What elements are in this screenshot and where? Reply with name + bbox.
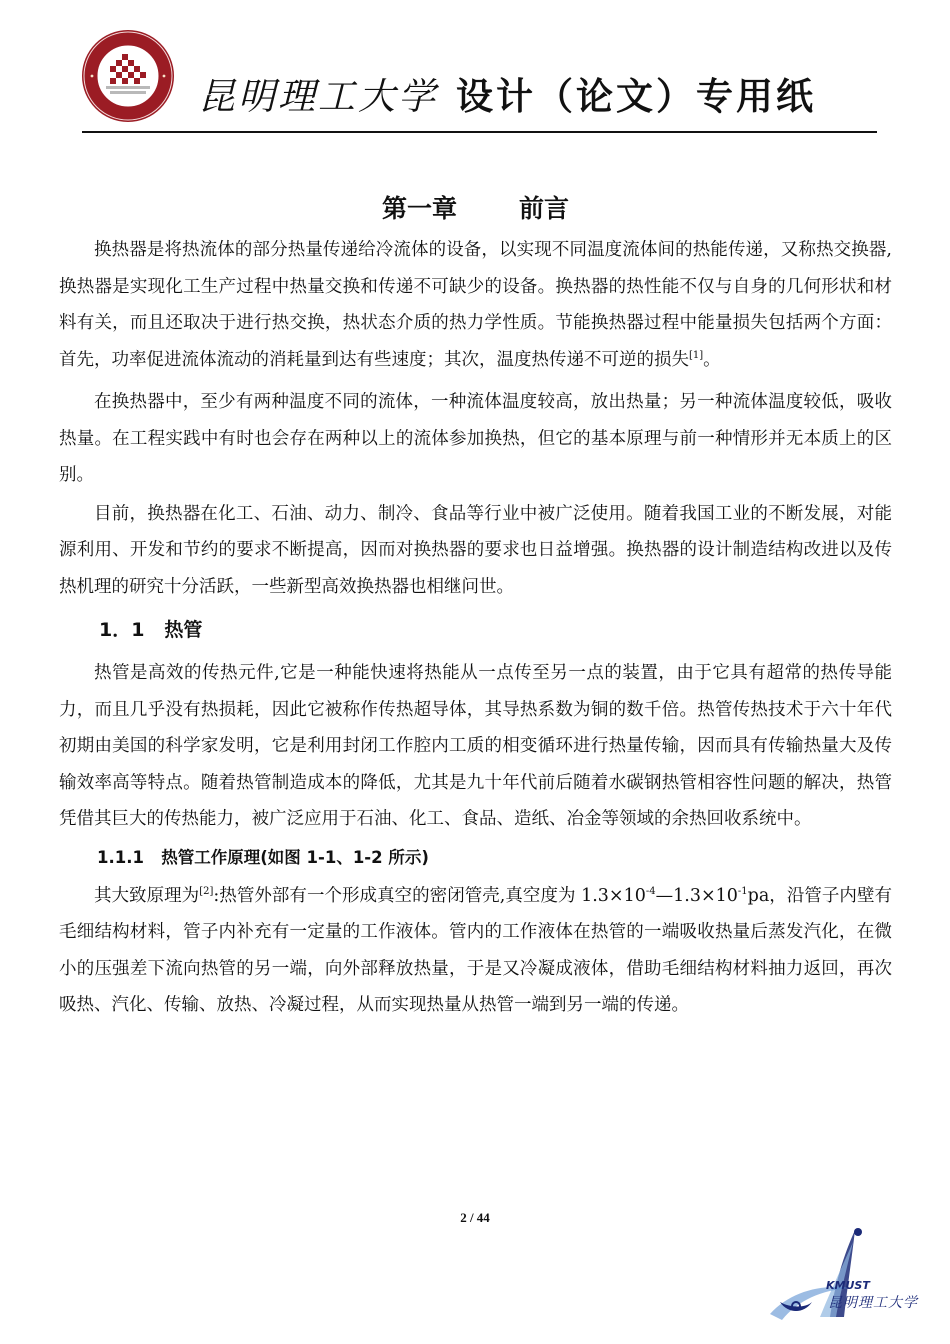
page-content [59, 190, 892, 1024]
paper-type: 设计（论文）专用纸 [456, 75, 816, 118]
section-1-1-1-paragraph: 其大致原理为[2]:热管外部有一个形成真空的密闭管壳,真空度为 $1.3\times 10^{-4}—1.3\times 10^{-1}pa$，沿管子内壁有毛细结构材料，管子内补充有一定量的工作液体。管内的工作液体在热管的一端吸收热量后蒸发汽化，在微小的压强差下流向热管的另一端，向外部释放热量，于是又冷凝成液体，借助毛细结构材料抽力返回，再次吸热、汽化、传输、放热、冷凝过程，从而实现热量从热管一端到另一端的传递。 [59, 885, 892, 1015]
subsection-number: 1.1.1 [97, 847, 144, 867]
section-title: 热管 [164, 619, 203, 641]
subsection-title: 热管工作原理(如图 1-1、1-2 所示) [161, 847, 429, 867]
chapter-title: 前言 [519, 194, 570, 223]
page-header [0, 0, 950, 140]
school-name: 昆明理工大学 [198, 75, 438, 118]
intro-paragraph-2: 在换热器中，至少有两种温度不同的流体，一种流体温度较高，放出热量；另一种流体温度较低，吸收热量。在工程实践中有时也会存在两种以上的流体参加换热，但它的基本原理与前一种情形并无本质上的区别。 [59, 392, 892, 485]
intro-paragraph-3: 目前，换热器在化工、石油、动力、制冷、食品等行业中被广泛使用。随着我国工业的不断发展，对能源利用、开发和节约的要求不断提高，因而对换热器的要求也日益增强。换热器的设计制造结构改进以及传热机理的研究十分活跃，一些新型高效换热器也相继问世。 [59, 503, 892, 597]
kmust-logo-text: KMUST [826, 1279, 870, 1292]
intro-paragraph-1: 换热器是将热流体的部分热量传递给冷流体的设备，以实现不同温度流体间的热能传递，又称热交换器,换热器是实现化工生产过程中热量交换和传递不可缺少的设备。换热器的热性能不仅与自身的几何形状和材料有关，而且还取决于进行热交换，热状态介质的热力学性质。节能换热器过程中能量损失包括两个方面：首先，功率促进流体流动的消耗量到达有些速度；其次，温度热传递不可逆的损失[1]。 [59, 240, 892, 370]
header-title [198, 66, 816, 120]
exponent: -4 [645, 885, 656, 897]
kmust-logo-chinese: 昆明理工大学 [828, 1295, 918, 1311]
header-divider [82, 131, 877, 133]
section-1-1-paragraph: 热管是高效的传热元件,它是一种能快速将热能从一点传至另一点的装置，由于它具有超常的热传导能力，而且几乎没有热损耗，因此它被称作传热超导体，其导热系数为铜的数千倍。热管传热技术于六十年代初期由美国的科学家发明，它是利用封闭工作腔内工质的相变循环进行热量传输，因而具有传输热量大及传输效率高等特点。随着热管制造成本的降低，尤其是九十年代前后随着水碳钢热管相容性问题的解决，热管凭借其巨大的传热能力，被广泛应用于石油、化工、食品、造纸、冶金等领域的余热回收系统中。 [59, 663, 892, 829]
citation-ref: [2] [199, 885, 214, 897]
section-heading-1-1-1 [97, 842, 892, 874]
page-number: 2 / 44 [460, 1210, 490, 1225]
citation-ref: [1] [689, 349, 704, 361]
exponent: -1 [737, 885, 748, 897]
university-seal-icon [80, 28, 176, 124]
chapter-heading [59, 190, 892, 228]
chapter-number: 第一章 [381, 194, 457, 223]
section-number: 1．1 [99, 619, 145, 641]
section-heading-1-1 [99, 613, 892, 647]
